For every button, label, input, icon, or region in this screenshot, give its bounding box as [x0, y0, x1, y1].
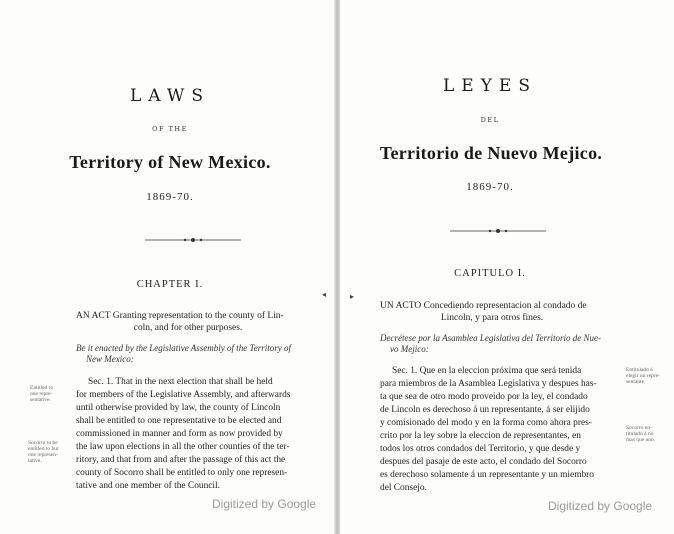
- right-section-line: todos los otros condados del Territorio, y que desde y: [380, 444, 581, 454]
- right-territory-title: Territorio de Nuevo Mejico.: [379, 143, 603, 163]
- left-section-line: for members of the Legislative Assembly, and afterwards: [76, 390, 291, 400]
- left-section-line: the law upon elections in all the other counties of the ter-: [76, 442, 290, 452]
- right-section-line: para miembros de la Asamblea Legislativa y despues has-: [380, 379, 597, 389]
- left-margin-note-entitled: [30, 385, 76, 403]
- left-section-line: commissioned in manner and form as now provided by: [76, 429, 283, 439]
- margin-note-line: elegir un repre-: [626, 373, 660, 379]
- right-margin-note-socorro: [626, 425, 672, 443]
- left-section-line: county of Socorro shall be entitled to only one represen-: [76, 468, 288, 478]
- left-margin-mark-icon: ◂: [322, 290, 327, 299]
- right-year: 1869-70.: [466, 181, 514, 193]
- right-section-line: del Consejo.: [380, 483, 427, 493]
- right-enacting-clause: [380, 333, 624, 355]
- margin-note-line: Socorro en-: [626, 425, 652, 431]
- left-ornament-rule: [145, 236, 241, 244]
- right-section-line: es derechoso solamente á un representante y un miembro: [380, 470, 594, 480]
- right-section-line: Sec. 1. Que en la eleccion próxima que será tenida: [392, 366, 582, 376]
- left-act-line: AN ACT Granting representation to the county of Lin-: [76, 311, 284, 321]
- right-enact-line: Decrétese por la Asamblea Legislativa del Territorio de Nue-: [380, 333, 601, 343]
- left-of-the: OF THE: [152, 125, 188, 133]
- right-margin-note-entitled: [626, 367, 672, 385]
- left-section-1: [76, 376, 320, 493]
- left-title: LAWS: [130, 86, 210, 106]
- right-act-line: Lincoln, y para otros fines.: [440, 313, 544, 323]
- right-act-title: [380, 300, 624, 324]
- right-section-1: [380, 365, 624, 495]
- right-ornament-rule: [450, 227, 546, 235]
- margin-note-line: one repre-: [30, 391, 53, 397]
- margin-note-line: mas que uno.: [626, 437, 656, 443]
- left-enact-line: New Mexico:: [86, 354, 134, 364]
- left-page: [0, 0, 336, 534]
- margin-note-line: Entitled to: [30, 385, 54, 391]
- margin-note-line: tative.: [28, 458, 42, 464]
- left-act-title: [76, 310, 320, 334]
- left-territory-title: Territory of New Mexico.: [69, 152, 271, 172]
- right-watermark: Digitized by Google: [548, 499, 653, 513]
- right-act-line: UN ACTO Concediendo representacion al condado de: [380, 301, 587, 311]
- left-act-line: coln, and for other purposes.: [133, 323, 243, 333]
- margin-note-line: titulado á no: [626, 431, 654, 437]
- right-chapter: CAPITULO I.: [454, 268, 526, 279]
- right-section-line: ta que sea de otro modo proveido por la ley, el condado: [380, 392, 588, 402]
- margin-note-line: Socorro to be: [28, 440, 58, 446]
- left-chapter: CHAPTER I.: [136, 279, 204, 290]
- right-enact-line: vo Mejico:: [390, 344, 429, 354]
- margin-note-line: one represen-: [28, 452, 58, 458]
- right-section-line: despues del pasaje de este acto, el condado del Socorro: [380, 457, 587, 467]
- right-del: DEL: [480, 116, 500, 124]
- left-section-line: ritory, and that from and after the passage of this act the: [76, 455, 286, 465]
- left-section-line: until otherwise provided by law, the county of Lincoln: [76, 403, 281, 413]
- left-watermark: Digitized by Google: [212, 497, 317, 511]
- left-enact-line: Be it enacted by the Legislative Assembly of the Territory of: [76, 343, 291, 353]
- right-section-line: y comisionado del modo y en la forma como ahora pres-: [380, 418, 592, 428]
- right-title: LEYES: [443, 76, 537, 96]
- right-page: [340, 0, 674, 534]
- margin-note-line: entitled to but: [28, 446, 59, 452]
- left-margin-note-socorro: [28, 440, 76, 464]
- left-enacting-clause: [76, 343, 320, 365]
- left-section-line: Sec. 1. That in the next election that shall be held: [88, 377, 273, 387]
- margin-note-line: sentante.: [626, 379, 646, 385]
- right-section-line: de Lincoln es derechoso á un representante, á ser elijido: [380, 405, 590, 415]
- margin-note-line: Entitulado á: [626, 367, 653, 373]
- left-section-line: tative and one member of the Council.: [76, 481, 220, 491]
- left-year: 1869-70.: [146, 191, 194, 203]
- left-section-line: shall be entitled to one representative to be elected and: [76, 416, 282, 426]
- right-section-line: crito por la ley sobre la eleccion de representantes, en: [380, 431, 581, 441]
- right-margin-mark-icon: ▸: [350, 292, 355, 301]
- margin-note-line: sentative.: [30, 397, 51, 403]
